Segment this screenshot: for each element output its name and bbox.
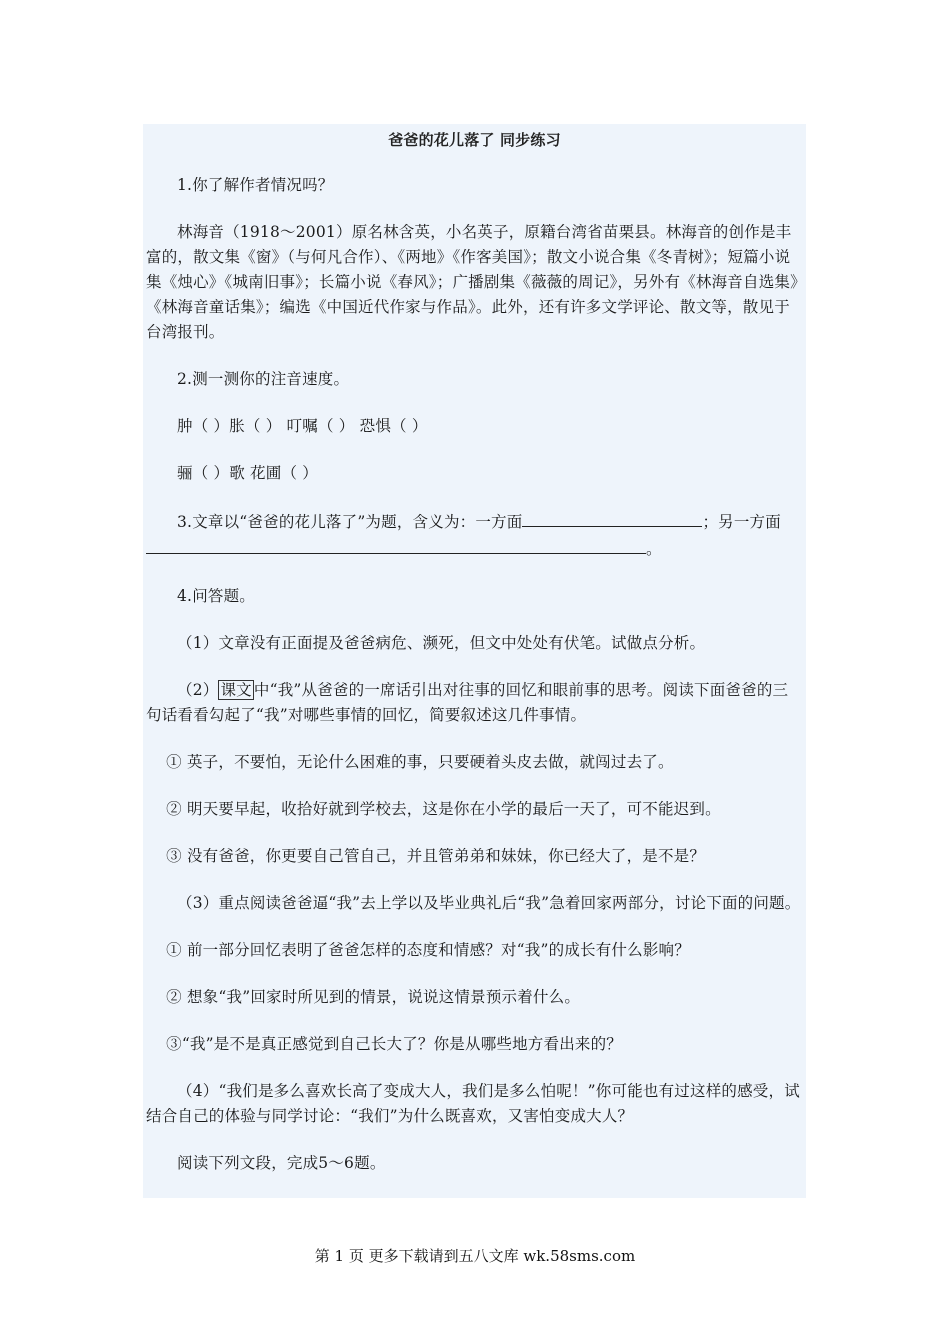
question-3-part-2: ；另一方面 [702, 513, 781, 531]
question-1-body: 林海音（1918～2001）原名林含英，小名英子，原籍台湾省苗栗县。林海音的创作是丰富的，散文集《窗》（与何凡合作）、《两地》《作客美国》；散文小说合集《冬青树》；短篇小说集《烛心》《城南旧事》；长篇小说《春风》；广播剧集《薇薇的周记》，另外有《林海音自选集》《林海音童话集》；编选《中国近代作家与作品》。此外，还有许多文学评论、散文等，散见于台湾报刊。 [146, 223, 799, 341]
page-title: 爸爸的花儿落了 同步练习 [388, 131, 561, 149]
list-item: ③“我”是不是真正感觉到自己长大了？你是从哪些地方看出来的？ [166, 1035, 622, 1053]
question-3-part-3: 。 [646, 540, 662, 558]
question-3-part-1: 3.文章以“爸爸的花儿落了”为题，含义为：一方面 [177, 513, 523, 531]
question-4-sub-1: （1）文章没有正面提及爸爸病危、濒死，但文中处处有伏笔。试做点分析。 [177, 634, 706, 652]
question-4-sub-2-text: 中“我”从爸爸的一席话引出对往事的回忆和眼前事的思考。阅读下面爸爸的三句话看看勾起了“我”对哪些事情的回忆，简要叙述这几件事情。 [146, 681, 789, 724]
question-2-line-1: 肿（ ）胀（ ） 叮嘱（ ） 恐惧（ ） [177, 417, 428, 435]
question-4-sub-2-prefix: （2） [177, 681, 219, 699]
list-item: ① 英子，不要怕，无论什么困难的事，只要硬着头皮去做，就闯过去了。 [166, 753, 674, 771]
question-4-heading: 4.问答题。 [177, 587, 255, 605]
reading-instruction: 阅读下列文段，完成5～6题。 [177, 1154, 386, 1172]
question-2-heading: 2.测一测你的注音速度。 [177, 370, 350, 388]
question-4-sub-4: （4）“我们是多么喜欢长高了变成大人，我们是多么怕呢！”你可能也有过这样的感受，试结合自己的体验与同学讨论：“我们”为什么既喜欢，又害怕变成大人？ [146, 1082, 800, 1125]
question-1-heading: 1.你了解作者情况吗？ [177, 176, 334, 194]
question-2-line-2: 骊（ ）歌 花圃（ ） [177, 464, 318, 482]
page-footer: 第 1 页 更多下载请到五八文库 wk.58sms.com [314, 1247, 636, 1265]
answer-blank-1[interactable] [522, 508, 702, 527]
list-item: ③ 没有爸爸，你更要自己管自己，并且管弟弟和妹妹，你已经大了，是不是？ [166, 847, 706, 865]
list-item: ① 前一部分回忆表明了爸爸怎样的态度和情感？对“我”的成长有什么影响？ [166, 941, 690, 959]
question-4-sub-2 [146, 678, 803, 728]
list-item: ② 明天要早起，收拾好就到学校去，这是你在小学的最后一天了，可不能迟到。 [166, 800, 721, 818]
question-3 [146, 508, 803, 562]
list-item: ② 想象“我”回家时所见到的情景，说说这情景预示着什么。 [166, 988, 581, 1006]
question-4-sub-3: （3）重点阅读爸爸逼“我”去上学以及毕业典礼后“我”急着回家两部分，讨论下面的问题。 [177, 894, 801, 912]
answer-blank-2[interactable] [146, 535, 646, 554]
boxed-word: 课文 [220, 681, 252, 699]
document-content [143, 124, 806, 1198]
